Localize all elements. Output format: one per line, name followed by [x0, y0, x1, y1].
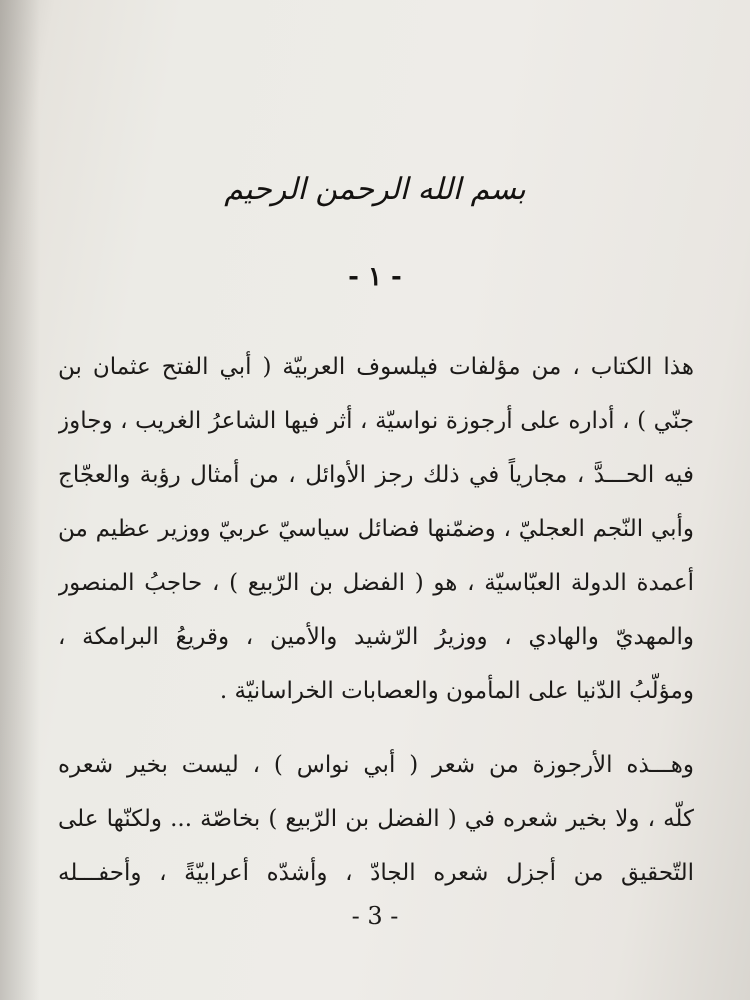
paragraph-gap — [58, 718, 694, 738]
text-line: فيه الحـــدَّ ، مجارياً في ذلك رجز الأوائل ، من أمثال رؤبة والعجّاج — [58, 462, 694, 488]
text-line: التّحقيق من أجزل شعره الجادّ ، وأشدّه أعرابيّةً ، وأحفـــله — [58, 860, 694, 886]
basmala-heading: بسم الله الرحمن الرحيم — [224, 172, 526, 207]
page-number: - 3 - — [351, 902, 399, 930]
text-line: وأبي النّجم العجليّ ، وضمّنها فضائل سياسيّ عربيّ ووزير عظيم من — [58, 516, 694, 542]
text-line: والمهديّ والهادي ، ووزيرُ الرّشيد والأمين ، وقريعُ البرامكة ، — [58, 624, 694, 650]
text-line: هذا الكتاب ، من مؤلفات فيلسوف العربيّة ( أبي الفتح عثمان بن — [58, 354, 694, 380]
page-gutter-shadow — [0, 0, 40, 1000]
chapter-number: - ١ - — [348, 262, 402, 292]
paragraph — [58, 738, 694, 900]
paragraph — [58, 340, 694, 718]
text-line: ومؤلّبُ الدّنيا على المأمون والعصابات الخراسانيّة . — [219, 678, 694, 704]
body-text — [58, 340, 694, 900]
text-line: جنّي ) ، أداره على أرجوزة نواسيّة ، أثر فيها الشاعرُ الغريب ، وجاوز — [58, 408, 694, 434]
text-line: كلّه ، ولا بخير شعره في ( الفضل بن الرّبيع ) بخاصّة ... ولكنّها على — [58, 806, 694, 832]
text-line: أعمدة الدولة العبّاسيّة ، هو ( الفضل بن الرّبيع ) ، حاجبُ المنصور — [58, 570, 694, 596]
text-line: وهـــذه الأرجوزة من شعر ( أبي نواس ) ، ليست بخير شعره — [58, 752, 694, 778]
